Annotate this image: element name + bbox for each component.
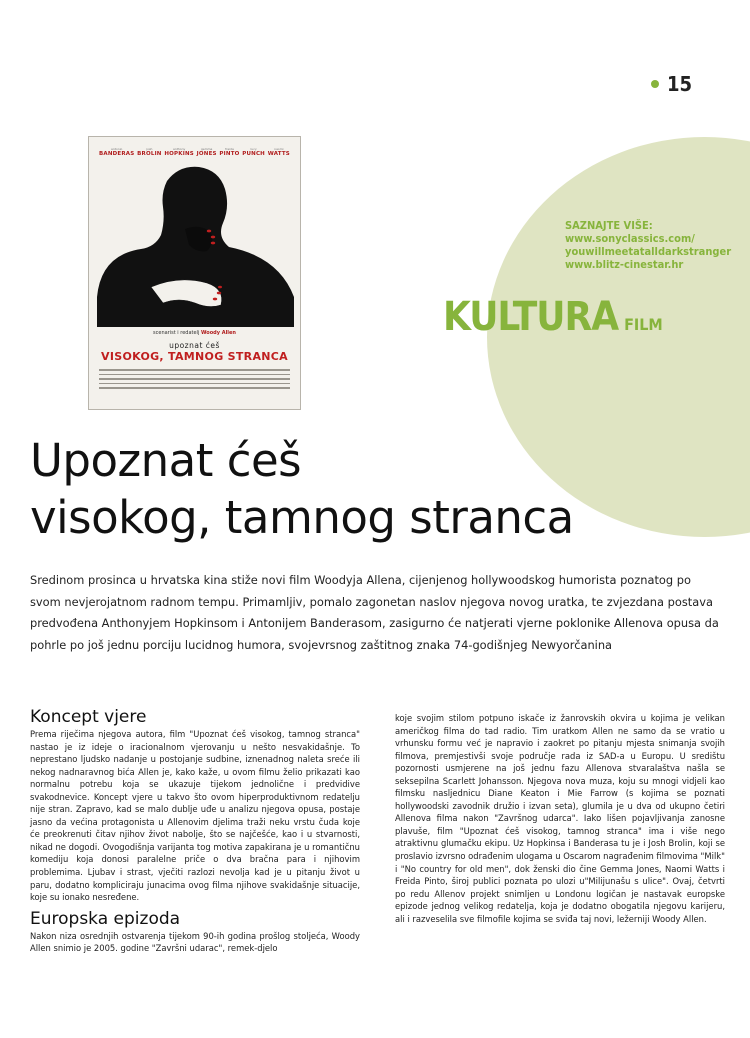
poster-credit: scenarist i redatelj Woody Allen — [153, 330, 236, 336]
poster-title-line1: upoznat ćeš — [169, 341, 220, 350]
learn-more-link[interactable]: youwillmeetatalldarkstranger — [565, 245, 732, 258]
article-column-right — [395, 712, 725, 925]
article-column-left — [30, 706, 360, 955]
section-main: KULTURA — [443, 294, 619, 340]
page-number — [651, 72, 692, 96]
poster-actor: antonio BANDERAS — [99, 147, 135, 157]
learn-more-link[interactable]: www.blitz-cinestar.hr — [565, 258, 684, 271]
poster-actor: josh BROLIN — [137, 147, 162, 157]
page-number-text: 15 — [666, 72, 692, 96]
movie-poster — [88, 136, 301, 410]
learn-more-box — [565, 219, 745, 271]
poster-actor: naomi WATTS — [267, 147, 290, 157]
subheading-koncept: Koncept vjere — [30, 707, 147, 727]
poster-actor: freida PINTO — [219, 147, 240, 157]
article-headline — [30, 432, 670, 546]
poster-fine-print — [99, 369, 290, 399]
section-label — [443, 294, 663, 340]
headline-line: Upoznat ćeš — [30, 434, 302, 487]
poster-actor: gemma JONES — [196, 147, 217, 157]
paragraph: Prema riječima njegova autora, film "Upoznat ćeš visokog, tamnog stranca" nastao je iz ideje o iracionalnom vjerovanju u nešto nesvakidašnje. To neprestano ljudsko nadanje u postojanje sudbine, iznenadnog naleta sreće ili nekog nadnaravnog bića Allen je, kako kaže, u ovom filmu želio prikazati kao normalnu potrebu koja se ukazuje tijekom jednolične i predvidive svakodnevice. Koncept vjere u takvo što ovom hiperproduktivnom redatelju nije stran. Zapravo, kad se malo dublje uđe u analizu njegova opusa, postaje jasno da većina protagonista u Allenovim djelima traži neku vrstu čuda koje će preokrenuti čitav njihov život nabolje, što se najčešće, kao i u stvarnosti, nikad ne dogodi. Ovogodišnja varijanta tog motiva zapakirana je u romantičnu komediju koja donosi paralelne priče o dva bračna para i njihovim problemima. Ljubav i strast, vječiti razlozi nevolja kad je u pitanju život u paru, dodatno kompliciraju junacima ovog filma njihove svakidašnje situacije, koje su ionako nesređene. — [30, 729, 360, 903]
learn-more-link[interactable]: www.sonyclassics.com/ — [565, 232, 695, 245]
learn-more-heading: SAZNAJTE VIŠE: — [565, 219, 653, 232]
subheading-europska: Europska epizoda — [30, 908, 181, 929]
article-lead: Sredinom prosinca u hrvatska kina stiže novi film Woodyja Allena, cijenjenog hollywoodskog humorista poznatog po svom nevjerojatnom radnom tempu. Primamljiv, pomalo zagonetan naslov njegova novog uratka, te zvjezdana postava predvođena Anthonyjem Hopkinsom i Antonijem Banderasom, zasigurno će natjerati vjerne poklonike Allenova opusa da pohrle po još jednu porciju lucidnog humora, svojevrsnog zaštitnog znaka 74-godišnjeg Newyorčanina — [30, 573, 719, 653]
poster-actor: anthony HOPKINS — [164, 147, 194, 157]
paragraph: koje svojim stilom potpuno iskače iz žanrovskih okvira u kojima je velikan američkog filma do tad radio. Tim uratkom Allen ne samo da se vratio u vrhunsku formu već je napravio i zaokret po pitanju mjesta snimanja svojih filmova, premjestivši svoje područje rada iz SAD-a u Europu. U središtu pozornosti usmjerene na još jednu fazu Allenova stvaralaštva našla se seksepilna Scarlett Johansson. Njegova nova muza, koju su mnogi vidjeli kao filmsku nasljednicu Diane Keaton i Mie Farrow (s kojima se poznati hollywoodski zavodnik družio i izvan seta), glumila je u dva od ukupno četiri Allenova filma nakon "Završnog udarca". Iako lišen pojavljivanja zanosne plavuše, film "Upoznat ćeš visokog, tamnog stranca" ima i više nego atraktivnu glumačku ekipu. Uz Hopkinsa i Banderasa tu je i Josh Brolin, koji se proslavio izvrsno odrađenim ulogama u Oscarom nagrađenim filmovima "Milk" i "No country for old men", dok ženski dio čine Gemma Jones, Naomi Watts i Freida Pinto, široj publici poznata po ulozi u"Milijunašu s ulice". Ovaj, četvrti po redu Allenov projekt snimljen u Londonu logičan je nastavak europske epizode jednog velikog redatelja, koja je dodatno obogatila njegovu karijeru, ali i razveselila sve filmofile kojima se sviđa taj novi, ležerniji Woody Allen. — [395, 713, 725, 924]
poster-title-line2: VISOKOG, TAMNOG STRANCA — [101, 350, 288, 363]
bullet-dot-icon — [651, 80, 659, 88]
paragraph: Nakon niza osrednjih ostvarenja tijekom 90-ih godina prošlog stoljeća, Woody Allen snimio je 2005. godine "Završni udarac", remek-djelo — [30, 930, 360, 954]
section-sub: FILM — [624, 315, 663, 334]
poster-actor: lucy PUNCH — [242, 147, 265, 157]
headline-line: visokog, tamnog stranca — [30, 491, 574, 544]
